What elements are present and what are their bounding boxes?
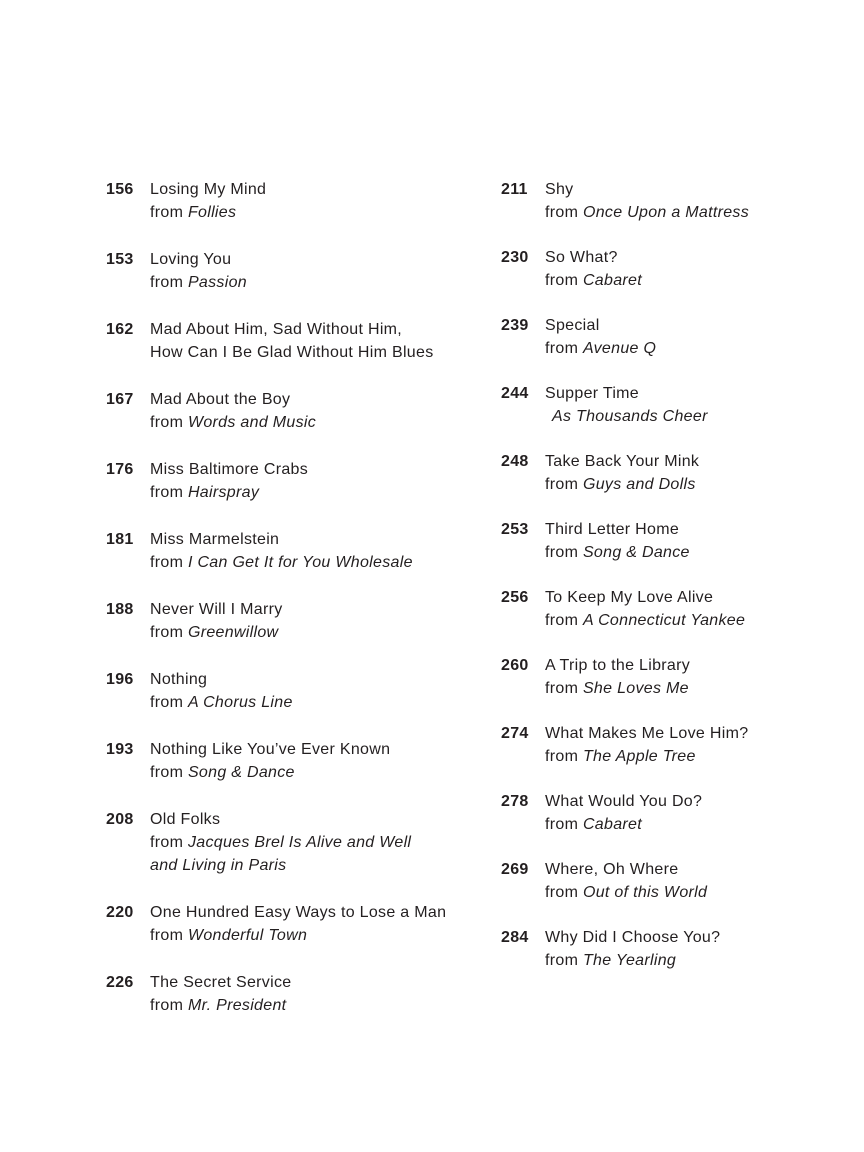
song-title: Mad About the Boy bbox=[150, 391, 291, 408]
show-title: A Chorus Line bbox=[187, 694, 293, 711]
song-title: Special bbox=[545, 317, 600, 334]
show-title: A Connecticut Yankee bbox=[582, 612, 746, 629]
from-label: from bbox=[545, 680, 579, 697]
toc-column-right bbox=[501, 178, 781, 994]
show-title: Wonderful Town bbox=[187, 927, 308, 944]
show-source-line bbox=[545, 881, 781, 904]
entry-lines bbox=[150, 971, 466, 1017]
from-label: from bbox=[545, 748, 579, 765]
from-label: from bbox=[545, 544, 579, 561]
entry-lines bbox=[545, 926, 781, 972]
song-title: Why Did I Choose You? bbox=[545, 929, 721, 946]
from-label: from bbox=[150, 694, 184, 711]
show-source-line bbox=[545, 541, 781, 564]
toc-entry bbox=[106, 971, 466, 1017]
page-number: 248 bbox=[501, 453, 529, 470]
entry-lines bbox=[150, 738, 466, 784]
page-number: 260 bbox=[501, 657, 529, 674]
entry-lines bbox=[150, 528, 466, 574]
song-title: How Can I Be Glad Without Him Blues bbox=[150, 344, 434, 361]
show-title: As Thousands Cheer bbox=[552, 408, 708, 425]
show-source-line bbox=[545, 337, 781, 360]
toc-entry bbox=[501, 178, 781, 224]
entry-lines bbox=[545, 178, 781, 224]
toc-entry bbox=[106, 528, 466, 574]
from-label: from bbox=[150, 414, 184, 431]
entry-lines bbox=[545, 858, 781, 904]
show-source-line bbox=[150, 411, 466, 434]
show-title: Once Upon a Mattress bbox=[582, 204, 750, 221]
show-source-line bbox=[150, 924, 466, 947]
page-number: 244 bbox=[501, 385, 529, 402]
page-number: 167 bbox=[106, 391, 134, 408]
show-title: Out of this World bbox=[582, 884, 708, 901]
from-label: from bbox=[545, 612, 579, 629]
from-label: from bbox=[150, 997, 184, 1014]
toc-entry bbox=[106, 668, 466, 714]
toc-entry bbox=[501, 654, 781, 700]
page-number: 230 bbox=[501, 249, 529, 266]
song-title: To Keep My Love Alive bbox=[545, 589, 714, 606]
from-label: from bbox=[150, 624, 184, 641]
toc-entry bbox=[501, 858, 781, 904]
from-label: from bbox=[150, 274, 184, 291]
entry-lines bbox=[545, 586, 781, 632]
song-title: What Would You Do? bbox=[545, 793, 703, 810]
from-label: from bbox=[150, 484, 184, 501]
entry-lines bbox=[150, 808, 466, 877]
show-source-line bbox=[150, 481, 466, 504]
show-source-line bbox=[545, 609, 781, 632]
page-number: 226 bbox=[106, 974, 134, 991]
entry-lines bbox=[545, 314, 781, 360]
show-source-line bbox=[150, 691, 466, 714]
toc-entry bbox=[106, 808, 466, 877]
page-number: 162 bbox=[106, 321, 134, 338]
entry-lines bbox=[150, 248, 466, 294]
page-number: 153 bbox=[106, 251, 134, 268]
page-number: 284 bbox=[501, 929, 529, 946]
song-title: What Makes Me Love Him? bbox=[545, 725, 749, 742]
page-number: 269 bbox=[501, 861, 529, 878]
song-title: Take Back Your Mink bbox=[545, 453, 700, 470]
page-number: 274 bbox=[501, 725, 529, 742]
entry-lines bbox=[150, 598, 466, 644]
show-source-line bbox=[150, 994, 466, 1017]
show-source-line bbox=[150, 201, 466, 224]
song-title: Nothing bbox=[150, 671, 208, 688]
show-source-line bbox=[150, 761, 466, 784]
toc-entry bbox=[106, 178, 466, 224]
entry-lines bbox=[150, 458, 466, 504]
from-label: from bbox=[545, 952, 579, 969]
show-source-line bbox=[150, 551, 466, 574]
song-title: So What? bbox=[545, 249, 618, 266]
toc-entry bbox=[501, 722, 781, 768]
entry-lines bbox=[150, 318, 466, 364]
toc-entry bbox=[106, 598, 466, 644]
show-source-line bbox=[545, 745, 781, 768]
toc-column-left bbox=[106, 178, 466, 1041]
entry-lines bbox=[150, 178, 466, 224]
page-number: 196 bbox=[106, 671, 134, 688]
entry-lines bbox=[545, 246, 781, 292]
show-source-line bbox=[150, 831, 466, 854]
show-source-line bbox=[545, 269, 781, 292]
toc-entry bbox=[106, 458, 466, 504]
show-title: Avenue Q bbox=[582, 340, 657, 357]
from-label: from bbox=[545, 272, 579, 289]
song-title: Supper Time bbox=[545, 385, 640, 402]
show-source-line bbox=[545, 473, 781, 496]
page-number: 239 bbox=[501, 317, 529, 334]
from-label: from bbox=[150, 927, 184, 944]
from-label: from bbox=[150, 204, 184, 221]
show-title: Hairspray bbox=[187, 484, 260, 501]
show-source-line bbox=[150, 621, 466, 644]
page-number: 188 bbox=[106, 601, 134, 618]
toc-entry bbox=[501, 450, 781, 496]
page-number: 156 bbox=[106, 181, 134, 198]
toc-entry bbox=[106, 248, 466, 294]
show-source-line bbox=[545, 949, 781, 972]
show-title: Song & Dance bbox=[582, 544, 690, 561]
show-source-line bbox=[150, 271, 466, 294]
song-title: A Trip to the Library bbox=[545, 657, 691, 674]
entry-lines bbox=[545, 654, 781, 700]
toc-entry bbox=[501, 790, 781, 836]
entry-lines bbox=[150, 388, 466, 434]
song-title: Mad About Him, Sad Without Him, bbox=[150, 321, 403, 338]
show-source-line bbox=[545, 677, 781, 700]
page-number: 278 bbox=[501, 793, 529, 810]
entry-lines bbox=[545, 722, 781, 768]
toc-entry bbox=[106, 738, 466, 784]
entry-lines bbox=[545, 790, 781, 836]
page-number: 181 bbox=[106, 531, 134, 548]
toc-entry bbox=[501, 518, 781, 564]
page-number: 193 bbox=[106, 741, 134, 758]
from-label: from bbox=[150, 834, 184, 851]
toc-entry bbox=[501, 314, 781, 360]
show-title: The Yearling bbox=[582, 952, 677, 969]
page-number: 176 bbox=[106, 461, 134, 478]
entry-lines bbox=[545, 450, 781, 496]
toc-entry bbox=[501, 926, 781, 972]
show-title: Jacques Brel Is Alive and Well bbox=[187, 834, 412, 851]
show-source-line bbox=[545, 813, 781, 836]
song-title: Nothing Like You’ve Ever Known bbox=[150, 741, 391, 758]
show-source-line bbox=[545, 201, 781, 224]
show-title: Greenwillow bbox=[187, 624, 279, 641]
show-title: She Loves Me bbox=[582, 680, 689, 697]
toc-entry bbox=[501, 382, 781, 428]
page-number: 256 bbox=[501, 589, 529, 606]
entry-lines bbox=[545, 382, 781, 428]
toc-entry bbox=[501, 246, 781, 292]
song-title: One Hundred Easy Ways to Lose a Man bbox=[150, 904, 447, 921]
from-label: from bbox=[545, 204, 579, 221]
from-label: from bbox=[545, 340, 579, 357]
page-number: 208 bbox=[106, 811, 134, 828]
toc-entry bbox=[106, 901, 466, 947]
show-source-line bbox=[545, 405, 781, 428]
show-title: Mr. President bbox=[187, 997, 287, 1014]
entry-lines bbox=[150, 668, 466, 714]
show-title: Cabaret bbox=[582, 816, 642, 833]
song-title: Shy bbox=[545, 181, 574, 198]
toc-entry bbox=[106, 388, 466, 434]
toc-entry bbox=[501, 586, 781, 632]
from-label: from bbox=[545, 884, 579, 901]
from-label: from bbox=[150, 764, 184, 781]
song-title: Losing My Mind bbox=[150, 181, 267, 198]
song-title: Miss Marmelstein bbox=[150, 531, 280, 548]
show-title: I Can Get It for You Wholesale bbox=[187, 554, 413, 571]
show-title: Song & Dance bbox=[187, 764, 295, 781]
show-title: Words and Music bbox=[187, 414, 317, 431]
song-title: The Secret Service bbox=[150, 974, 292, 991]
from-label: from bbox=[545, 476, 579, 493]
song-title: Miss Baltimore Crabs bbox=[150, 461, 309, 478]
show-title: Follies bbox=[187, 204, 237, 221]
show-title: The Apple Tree bbox=[582, 748, 696, 765]
song-title: Old Folks bbox=[150, 811, 221, 828]
song-title: Where, Oh Where bbox=[545, 861, 679, 878]
show-title: Cabaret bbox=[582, 272, 642, 289]
song-title: Never Will I Marry bbox=[150, 601, 283, 618]
from-label: from bbox=[545, 816, 579, 833]
page-number: 211 bbox=[501, 181, 528, 198]
page-number: 253 bbox=[501, 521, 529, 538]
from-label: from bbox=[150, 554, 184, 571]
entry-lines bbox=[545, 518, 781, 564]
show-title: Guys and Dolls bbox=[582, 476, 696, 493]
page-number: 220 bbox=[106, 904, 134, 921]
entry-lines bbox=[150, 901, 466, 947]
show-title: Passion bbox=[187, 274, 247, 291]
toc-entry bbox=[106, 318, 466, 364]
show-title-continuation: and Living in Paris bbox=[150, 857, 287, 874]
song-title: Third Letter Home bbox=[545, 521, 680, 538]
song-title: Loving You bbox=[150, 251, 232, 268]
